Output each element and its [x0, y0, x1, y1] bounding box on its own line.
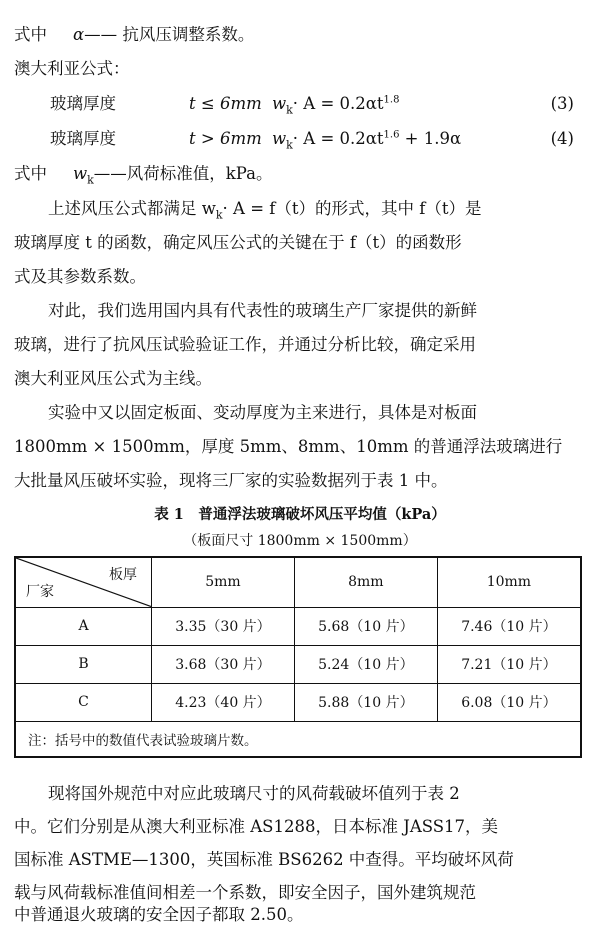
- table-cell: 6.08（10 片）: [437, 683, 581, 721]
- paragraph-3-line-3: 大批量风压破坏实验，现将三厂家的实验数据列于表 1 中。: [14, 471, 448, 490]
- wk-definition: [14, 162, 273, 186]
- table-note-row: [15, 721, 581, 757]
- table-cell: 7.46（10 片）: [437, 607, 581, 645]
- paragraph-3-line-1: 实验中又以固定板面、变动厚度为主来进行，具体是对板面: [48, 403, 477, 422]
- table-cell: 3.68（30 片）: [152, 645, 295, 683]
- formula-title: 澳大利亚公式：: [14, 59, 130, 78]
- table-cell: 5.24（10 片）: [294, 645, 437, 683]
- paragraph-3-line-2: 1800mm × 1500mm，厚度 5mm、8mm、10mm 的普通浮法玻璃进行: [14, 437, 563, 456]
- row-header: A: [15, 607, 152, 645]
- where-prefix: 式中: [14, 25, 47, 44]
- wk-sub: k: [215, 208, 223, 222]
- where-prefix: 式中: [14, 164, 47, 183]
- formula-mid: · A = 0.2αt: [292, 129, 384, 148]
- formula-lhs-sub: k: [286, 138, 293, 152]
- column-header: 5mm: [152, 557, 295, 607]
- formula-4-condition: t > 6mm: [189, 129, 262, 148]
- formula-3-expression: [272, 92, 399, 116]
- formula-exp: 1.8: [383, 94, 400, 106]
- paragraph-1-line-2: 玻璃厚度 t 的函数，确定风压公式的关键在于 f（t）的函数形: [14, 233, 462, 252]
- formula-label: 玻璃厚度: [50, 94, 116, 113]
- table-row: [15, 607, 581, 645]
- thickness-header: 板厚: [109, 567, 137, 583]
- formula-mid: · A = 0.2αt: [292, 94, 384, 113]
- table-cell: 5.68（10 片）: [294, 607, 437, 645]
- table-row: [15, 683, 581, 721]
- formula-4-expression: [272, 127, 461, 151]
- para-text: 上述风压公式都满足 w: [48, 199, 216, 218]
- closing-line-5: 中普通退火玻璃的安全因子都取 2.50。: [14, 905, 304, 924]
- formula-lhs: w: [272, 94, 287, 113]
- table-header-row: [15, 557, 581, 607]
- para-text: · A = f（t）的形式，其中 f（t）是: [222, 199, 482, 218]
- table-1-title: 表 1 普通浮法玻璃破坏风压平均值（kPa）: [154, 506, 446, 523]
- table-row: [15, 645, 581, 683]
- table-cell: 5.88（10 片）: [294, 683, 437, 721]
- formula-3-condition: t ≤ 6mm: [189, 94, 262, 113]
- table-1: [14, 556, 582, 758]
- formula-exp: 1.6: [383, 129, 400, 141]
- wk-symbol: w: [73, 164, 88, 183]
- formula-lhs: w: [272, 129, 287, 148]
- wk-description: ——风荷标准值，kPa。: [93, 164, 273, 183]
- alpha-symbol: α: [73, 25, 85, 44]
- closing-line-4: 载与风荷载标准值间相差一个系数，即安全因子，国外建筑规范: [14, 883, 476, 902]
- wk-symbol-sub: k: [87, 173, 94, 187]
- closing-line-2: 中。它们分别是从澳大利亚标准 AS1288，日本标准 JASS17，美: [14, 817, 499, 836]
- table-note: 注：括号中的数值代表试验玻璃片数。: [15, 721, 581, 757]
- paragraph-1-line-1: [48, 197, 482, 221]
- row-header: B: [15, 645, 152, 683]
- manufacturer-header: 厂家: [26, 583, 54, 600]
- formula-4-number: (4): [550, 129, 574, 148]
- alpha-definition: [14, 23, 254, 47]
- closing-line-3: 国标准 ASTME—1300，英国标准 BS6262 中查得。平均破坏风荷: [14, 850, 514, 869]
- formula-lhs-sub: k: [286, 103, 293, 117]
- formula-4: [50, 127, 116, 151]
- column-header: 10mm: [437, 557, 581, 607]
- formula-label: 玻璃厚度: [50, 129, 116, 148]
- paragraph-2-line-3: 澳大利亚风压公式为主线。: [14, 369, 212, 388]
- table-cell: 3.35（30 片）: [152, 607, 295, 645]
- row-header: C: [15, 683, 152, 721]
- table-cell: 7.21（10 片）: [437, 645, 581, 683]
- formula-3: [50, 92, 116, 116]
- table-1-subtitle: （板面尺寸 1800mm × 1500mm）: [183, 533, 417, 549]
- formula-3-number: (3): [550, 94, 574, 113]
- table-corner-header: [15, 557, 152, 607]
- paragraph-2-line-2: 玻璃，进行了抗风压试验验证工作，并通过分析比较，确定采用: [14, 335, 476, 354]
- paragraph-2-line-1: 对此，我们选用国内具有代表性的玻璃生产厂家提供的新鲜: [48, 301, 477, 320]
- paragraph-1-line-3: 式及其参数系数。: [14, 267, 146, 286]
- column-header: 8mm: [294, 557, 437, 607]
- closing-line-1: 现将国外规范中对应此玻璃尺寸的风荷载破坏值列于表 2: [48, 784, 460, 803]
- alpha-description: —— 抗风压调整系数。: [84, 25, 255, 44]
- table-cell: 4.23（40 片）: [152, 683, 295, 721]
- formula-tail: + 1.9α: [399, 129, 462, 148]
